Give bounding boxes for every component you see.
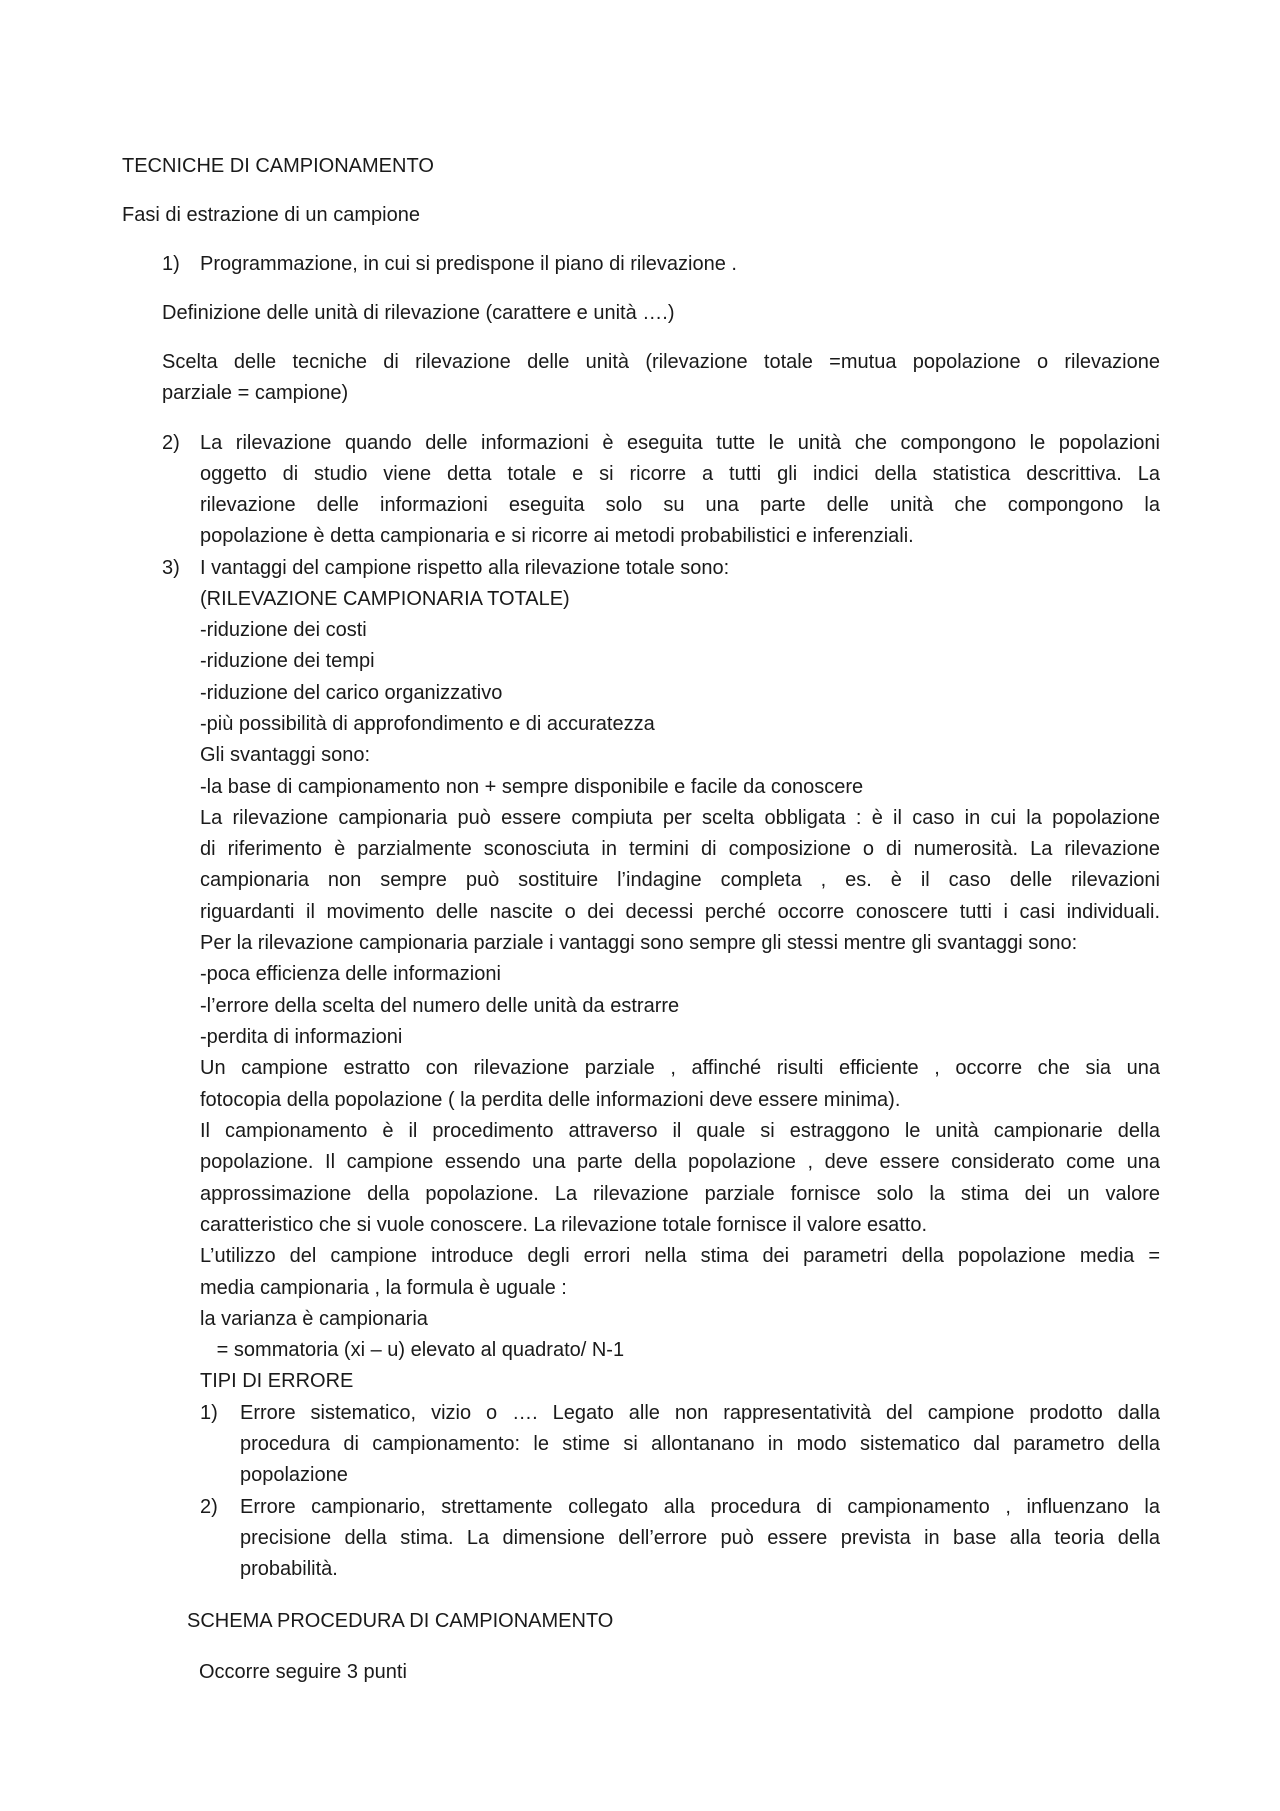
paragraph-line: parziale = campione) [162,382,349,404]
section-heading-errori: TIPI DI ERRORE [200,1370,354,1392]
list-item-line: approssimazione della popolazione. La rilevazione parziale fornisce solo la stima dei un valore [200,1183,1160,1205]
list-item-line: La rilevazione quando delle informazioni è eseguita tutte le unità che compongono le popolazioni [200,432,1160,454]
list-item-line: -la base di campionamento non + sempre disponibile e facile da conoscere [200,776,864,798]
list-number: 2) [200,1496,218,1518]
list-item-line: La rilevazione campionaria può essere compiuta per scelta obbligata : è il caso in cui la popolazione [200,807,1160,829]
list-item-line: -riduzione dei tempi [200,650,375,672]
list-item-line: -riduzione del carico organizzativo [200,682,503,704]
list-item-line: Per la rilevazione campionaria parziale i vantaggi sono sempre gli stessi mentre gli svantaggi sono: [200,932,1078,954]
list-item-line: riguardanti il movimento delle nascite o dei decessi perché occorre conoscere tutti i casi individuali. [200,901,1160,923]
list-item-line: precisione della stima. La dimensione dell’errore può essere prevista in base alla teoria della [240,1527,1160,1549]
list-number: 2) [162,432,180,454]
list-item-line: caratteristico che si vuole conoscere. La rilevazione totale fornisce il valore esatto. [200,1214,928,1236]
list-number: 1) [162,253,180,275]
list-item-line: di riferimento è parzialmente sconosciuta in termini di composizione o di numerosità. La rilevazione [200,838,1160,860]
list-item-line: Errore campionario, strettamente collegato alla procedura di campionamento , influenzano la [240,1496,1160,1518]
paragraph-line: Scelta delle tecniche di rilevazione delle unità (rilevazione totale =mutua popolazione o rilevazione [162,351,1160,373]
list-item-line: campionaria non sempre può sostituire l’indagine completa , es. è il caso delle rilevazioni [200,869,1160,891]
list-item-line: procedura di campionamento: le stime si allontanano in modo sistematico dal parametro della [240,1433,1160,1455]
list-item-line: popolazione [240,1464,348,1486]
paragraph-occorre: Occorre seguire 3 punti [199,1661,407,1683]
list-item-line: I vantaggi del campione rispetto alla rilevazione totale sono: [200,557,730,579]
list-item-line: (RILEVAZIONE CAMPIONARIA TOTALE) [200,588,570,610]
document-title: TECNICHE DI CAMPIONAMENTO [122,155,434,177]
list-item-line: popolazione. Il campione essendo una parte della popolazione , deve essere considerato come una [200,1151,1160,1173]
list-number: 1) [200,1402,218,1424]
list-item-line: -perdita di informazioni [200,1026,403,1048]
list-item-line: L’utilizzo del campione introduce degli errori nella stima dei parametri della popolazione media = [200,1245,1160,1267]
list-item-line: fotocopia della popolazione ( la perdita delle informazioni deve essere minima). [200,1089,901,1111]
list-item-line: la varianza è campionaria [200,1308,428,1330]
section-subtitle: Fasi di estrazione di un campione [122,204,420,226]
list-item-line: oggetto di studio viene detta totale e si ricorre a tutti gli indici della statistica descrittiva. La [200,463,1160,485]
list-item-text: Programmazione, in cui si predispone il piano di rilevazione . [200,253,737,275]
list-item-line: -riduzione dei costi [200,619,367,641]
list-item-line: popolazione è detta campionaria e si ricorre ai metodi probabilistici e inferenziali. [200,525,914,547]
list-item-line: media campionaria , la formula è uguale : [200,1277,567,1299]
list-item-line: Il campionamento è il procedimento attraverso il quale si estraggono le unità campionarie della [200,1120,1160,1142]
list-item-line: Gli svantaggi sono: [200,744,371,766]
paragraph-definizione: Definizione delle unità di rilevazione (carattere e unità ….) [162,302,675,324]
list-number: 3) [162,557,180,579]
list-item-line: -poca efficienza delle informazioni [200,963,501,985]
section-heading-schema: SCHEMA PROCEDURA DI CAMPIONAMENTO [187,1610,614,1632]
list-item-line: -l’errore della scelta del numero delle unità da estrarre [200,995,680,1017]
list-item-line: Errore sistematico, vizio o …. Legato alle non rappresentatività del campione prodotto dalla [240,1402,1160,1424]
formula-line: = sommatoria (xi – u) elevato al quadrato/ N-1 [200,1339,625,1361]
list-item-line: probabilità. [240,1558,338,1580]
list-item-line: Un campione estratto con rilevazione parziale , affinché risulti efficiente , occorre che sia una [200,1057,1160,1079]
list-item-line: -più possibilità di approfondimento e di accuratezza [200,713,655,735]
list-item-line: rilevazione delle informazioni eseguita solo su una parte delle unità che compongono la [200,494,1160,516]
